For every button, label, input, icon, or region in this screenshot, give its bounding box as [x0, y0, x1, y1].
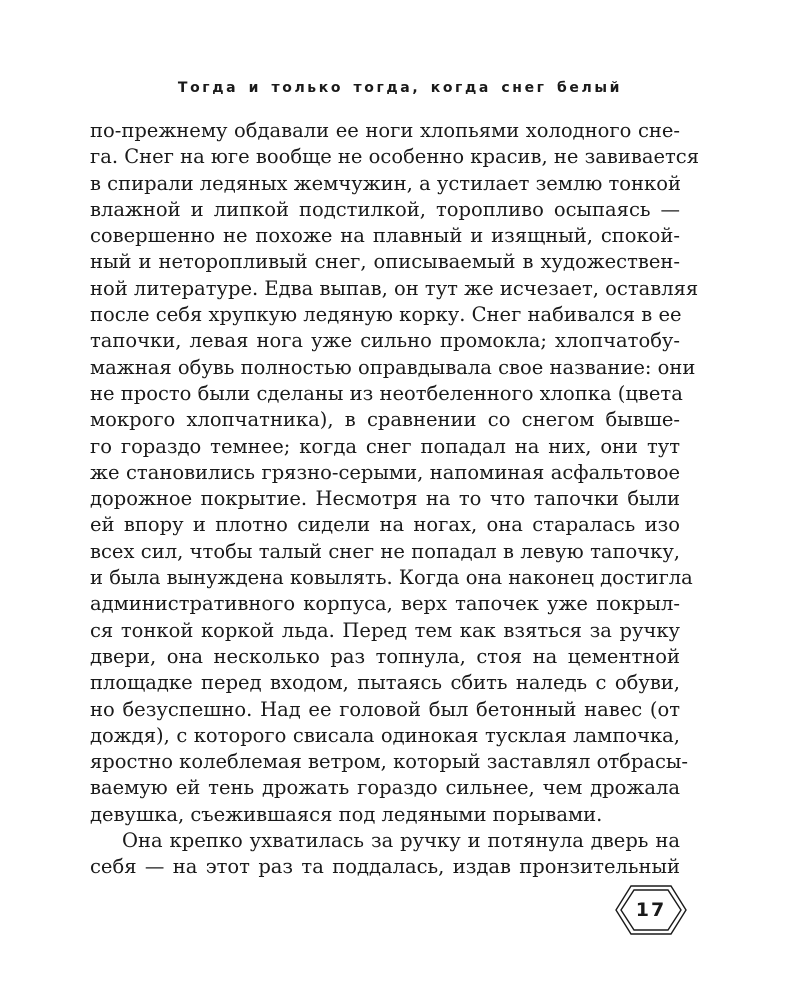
text-line: совершенно не похоже на плавный и изящный, спокой- [90, 224, 680, 248]
text-line: административного корпуса, верх тапочек уже покрыл- [90, 592, 680, 616]
body-text [90, 118, 699, 881]
text-line: дождя), с которого свисала одинокая тусклая лампочка, [90, 723, 680, 747]
text-line: не просто были сделаны из неотбеленного хлопка (цвета [90, 381, 683, 405]
text-line: мокрого хлопчатника), в сравнении со снегом бывше- [90, 408, 680, 432]
text-line: всех сил, чтобы талый снег не попадал в левую тапочку, [90, 539, 680, 563]
page-number: 17 [635, 899, 667, 921]
text-line: после себя хрупкую ледяную корку. Снег набивался в ее [90, 303, 682, 327]
text-line: но безуспешно. Над ее головой был бетонный навес (от [90, 697, 680, 721]
text-line: и была вынуждена ковылять. Когда она наконец достигла [90, 566, 693, 590]
text-line: же становились грязно-серыми, напоминая асфальтовое [90, 460, 680, 484]
text-line: ся тонкой коркой льда. Перед тем как взяться за ручку [90, 618, 680, 642]
text-line: дорожное покрытие. Несмотря на то что тапочки были [90, 487, 680, 511]
text-line: площадке перед входом, пытаясь сбить наледь с обуви, [90, 671, 680, 695]
page-number-badge [614, 884, 688, 936]
text-line: по-прежнему обдавали ее ноги хлопьями холодного сне- [90, 119, 680, 142]
text-line: двери, она несколько раз топнула, стоя на цементной [90, 644, 680, 668]
text-line: девушка, съежившаяся под ледяными порывами. [90, 802, 603, 826]
text-line: ей впору и плотно сидели на ногах, она старалась изо [90, 513, 680, 537]
text-line: го гораздо темнее; когда снег попадал на них, они тут [90, 434, 680, 458]
text-line: мажная обувь полностью оправдывала свое название: они [90, 355, 696, 379]
text-line: Она крепко ухватилась за ручку и потянула дверь на [122, 829, 680, 853]
text-line: влажной и липкой подстилкой, торопливо осыпаясь — [90, 197, 680, 221]
text-line: ный и неторопливый снег, описываемый в художествен- [90, 250, 680, 274]
text-line: ной литературе. Едва выпав, он тут же исчезает, оставляя [90, 276, 699, 300]
text-line: себя — на этот раз та поддалась, издав пронзительный [90, 855, 680, 879]
text-line: в спирали ледяных жемчужин, а устилает землю тонкой [90, 171, 681, 195]
text-line: тапочки, левая нога уже сильно промокла; хлопчатобу- [90, 329, 680, 353]
text-line: га. Снег на юге вообще не особенно красив, не завивается [90, 145, 699, 169]
text-line: ваемую ей тень дрожать гораздо сильнее, чем дрожала [90, 776, 680, 800]
text-line: яростно колеблемая ветром, который заставлял отбрасы- [90, 750, 688, 774]
running-head: Тогда и только тогда, когда снег белый [177, 80, 623, 96]
